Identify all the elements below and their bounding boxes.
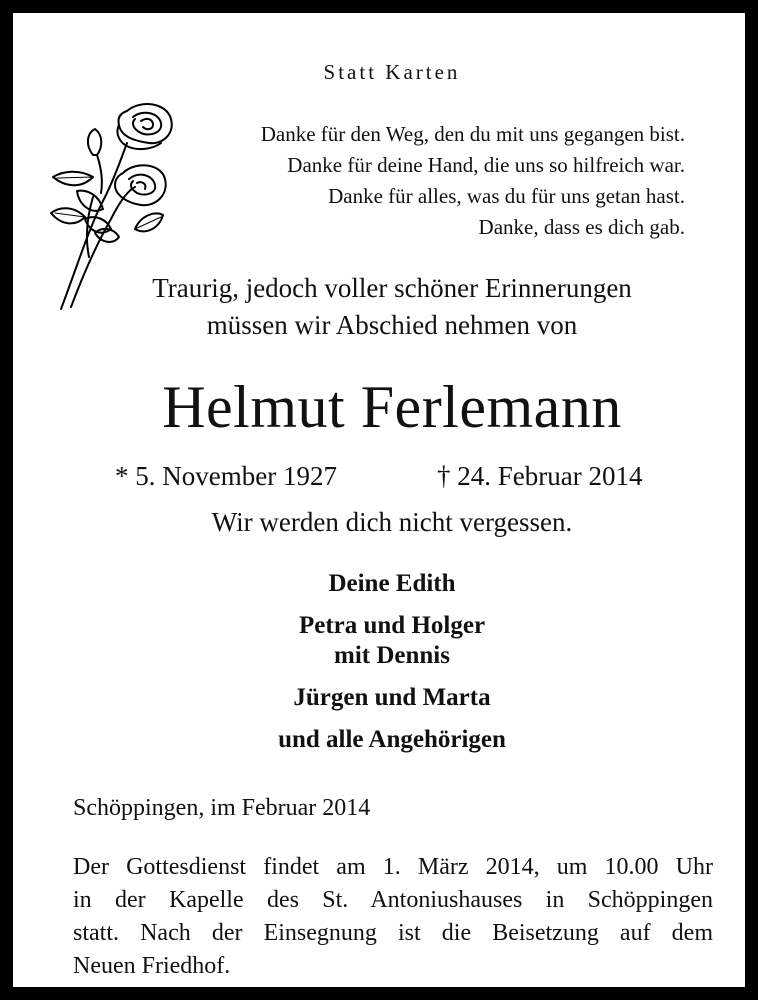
header-statt-karten: Statt Karten (323, 60, 461, 84)
poem-line: Danke für deine Hand, die uns so hilfreich war. (287, 153, 685, 177)
mourner-line: Petra und Holger (298, 612, 486, 639)
mourner-group (13, 725, 758, 755)
remembrance-line: Wir werden dich nicht vergessen. (211, 507, 573, 537)
service-line: Neuen Friedhof. (73, 953, 231, 979)
poem-line: Danke für alles, was du für uns getan hast. (328, 184, 685, 208)
intro-line: müssen wir Abschied nehmen von (206, 310, 578, 340)
mourner-line: Jürgen und Marta (293, 684, 491, 711)
intro-text (13, 270, 758, 344)
mourner-line: mit Dennis (334, 642, 450, 669)
mourner-group (13, 611, 758, 671)
death-date: † 24. Februar 2014 (437, 461, 643, 491)
service-info (73, 851, 713, 983)
poem-line: Danke für den Weg, den du mit uns gegangen bist. (260, 122, 685, 146)
service-line: Der Gottesdienst findet am 1. März 2014, um 10.00 Uhr (73, 854, 713, 880)
mourner-line: Deine Edith (328, 570, 456, 597)
service-line: statt. Nach der Einsegnung ist die Beisetzung auf dem (73, 920, 713, 946)
poem-line: Danke, dass es dich gab. (478, 215, 685, 239)
deceased-name: Helmut Ferlemann (162, 374, 622, 440)
mourner-group (13, 569, 758, 599)
service-line: in der Kapelle des St. Antoniushauses in Schöppingen (73, 887, 713, 913)
birth-date: * 5. November 1927 (115, 461, 337, 491)
intro-line: Traurig, jedoch voller schöner Erinnerungen (152, 273, 632, 303)
place-date: Schöppingen, im Februar 2014 (73, 795, 371, 821)
poem (165, 119, 685, 243)
mourner-group (13, 683, 758, 713)
mourner-line: und alle Angehörigen (278, 726, 506, 753)
mourners-list (13, 569, 758, 767)
